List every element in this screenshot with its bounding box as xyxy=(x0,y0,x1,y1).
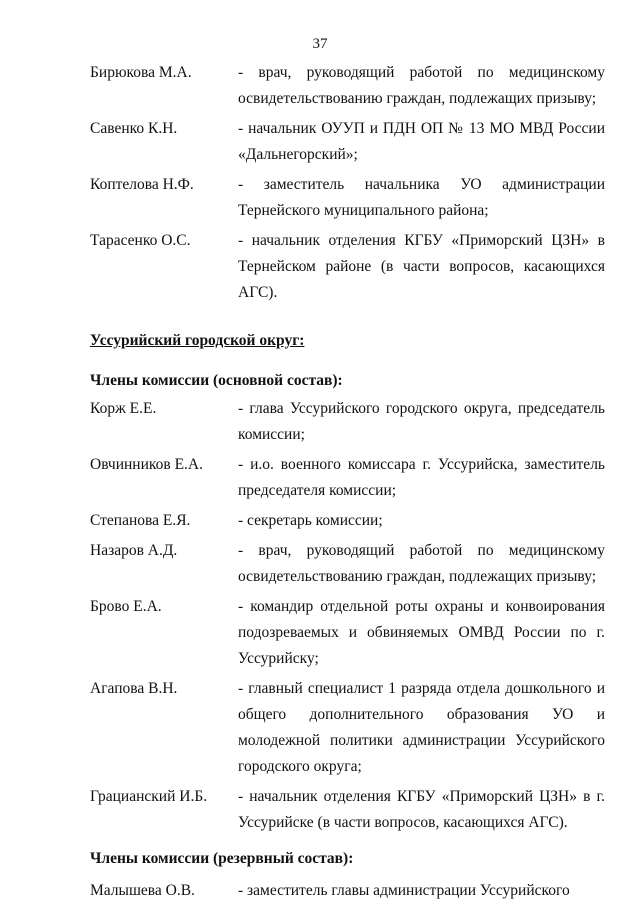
member-entry xyxy=(90,60,605,112)
member-name: Бирюкова М.А. xyxy=(90,64,192,81)
member-entry xyxy=(90,396,605,448)
member-entry xyxy=(90,676,605,780)
member-name: Малышева О.В. xyxy=(90,882,195,899)
member-name: Овчинников Е.А. xyxy=(90,456,203,473)
member-position: - и.о. военного комиссара г. Уссурийска, заместитель председателя комиссии; xyxy=(238,456,605,499)
member-position: - врач, руководящий работой по медицинскому освидетельствованию граждан, подлежащих призыву; xyxy=(238,64,605,107)
member-entry xyxy=(90,508,605,534)
member-entry xyxy=(90,452,605,504)
section-heading: Уссурийский городской округ: xyxy=(90,332,305,349)
member-position: - секретарь комиссии; xyxy=(238,512,383,529)
member-entry xyxy=(90,594,605,672)
member-name: Агапова В.Н. xyxy=(90,680,178,697)
member-name: Корж Е.Е. xyxy=(90,400,157,417)
member-position: - главный специалист 1 разряда отдела дошкольного и общего дополнительного образования УО и молодежной политики администрации Уссурийского городского округа; xyxy=(238,680,605,775)
member-name: Тарасенко О.С. xyxy=(90,232,191,249)
member-name: Степанова Е.Я. xyxy=(90,512,191,529)
member-name: Брово Е.А. xyxy=(90,598,162,615)
reserve-members-heading: Члены комиссии (резервный состав): xyxy=(90,850,354,867)
member-name: Назаров А.Д. xyxy=(90,542,178,559)
member-position: - заместитель начальника УО администрации Тернейского муниципального района; xyxy=(238,176,605,219)
member-position: - врач, руководящий работой по медицинскому освидетельствованию граждан, подлежащих призыву; xyxy=(238,542,605,585)
member-position: - заместитель главы администрации Уссурийского xyxy=(238,882,570,899)
member-position: - начальник отделения КГБУ «Приморский ЦЗН» в Тернейском районе (в части вопросов, касающихся АГС). xyxy=(238,232,605,301)
member-entry xyxy=(90,228,605,306)
member-position: - командир отдельной роты охраны и конвоирования подозреваемых и обвиняемых ОМВД России по г. Уссурийску; xyxy=(238,598,605,667)
member-entry xyxy=(90,878,605,904)
member-name: Грацианский И.Б. xyxy=(90,788,208,805)
document-body xyxy=(90,60,605,908)
member-position: - начальник ОУУП и ПДН ОП № 13 МО МВД России «Дальнегорский»; xyxy=(238,120,605,163)
member-position: - начальник отделения КГБУ «Приморский ЦЗН» в г. Уссурийске (в части вопросов, касающихся АГС). xyxy=(238,788,605,831)
member-entry xyxy=(90,784,605,836)
page-number: 37 xyxy=(312,36,328,52)
member-entry xyxy=(90,538,605,590)
member-entry xyxy=(90,172,605,224)
member-name: Савенко К.Н. xyxy=(90,120,178,137)
member-name: Коптелова Н.Ф. xyxy=(90,176,194,193)
member-position: - глава Уссурийского городского округа, председатель комиссии; xyxy=(238,400,605,443)
member-entry xyxy=(90,116,605,168)
main-members-heading: Члены комиссии (основной состав): xyxy=(90,372,343,389)
